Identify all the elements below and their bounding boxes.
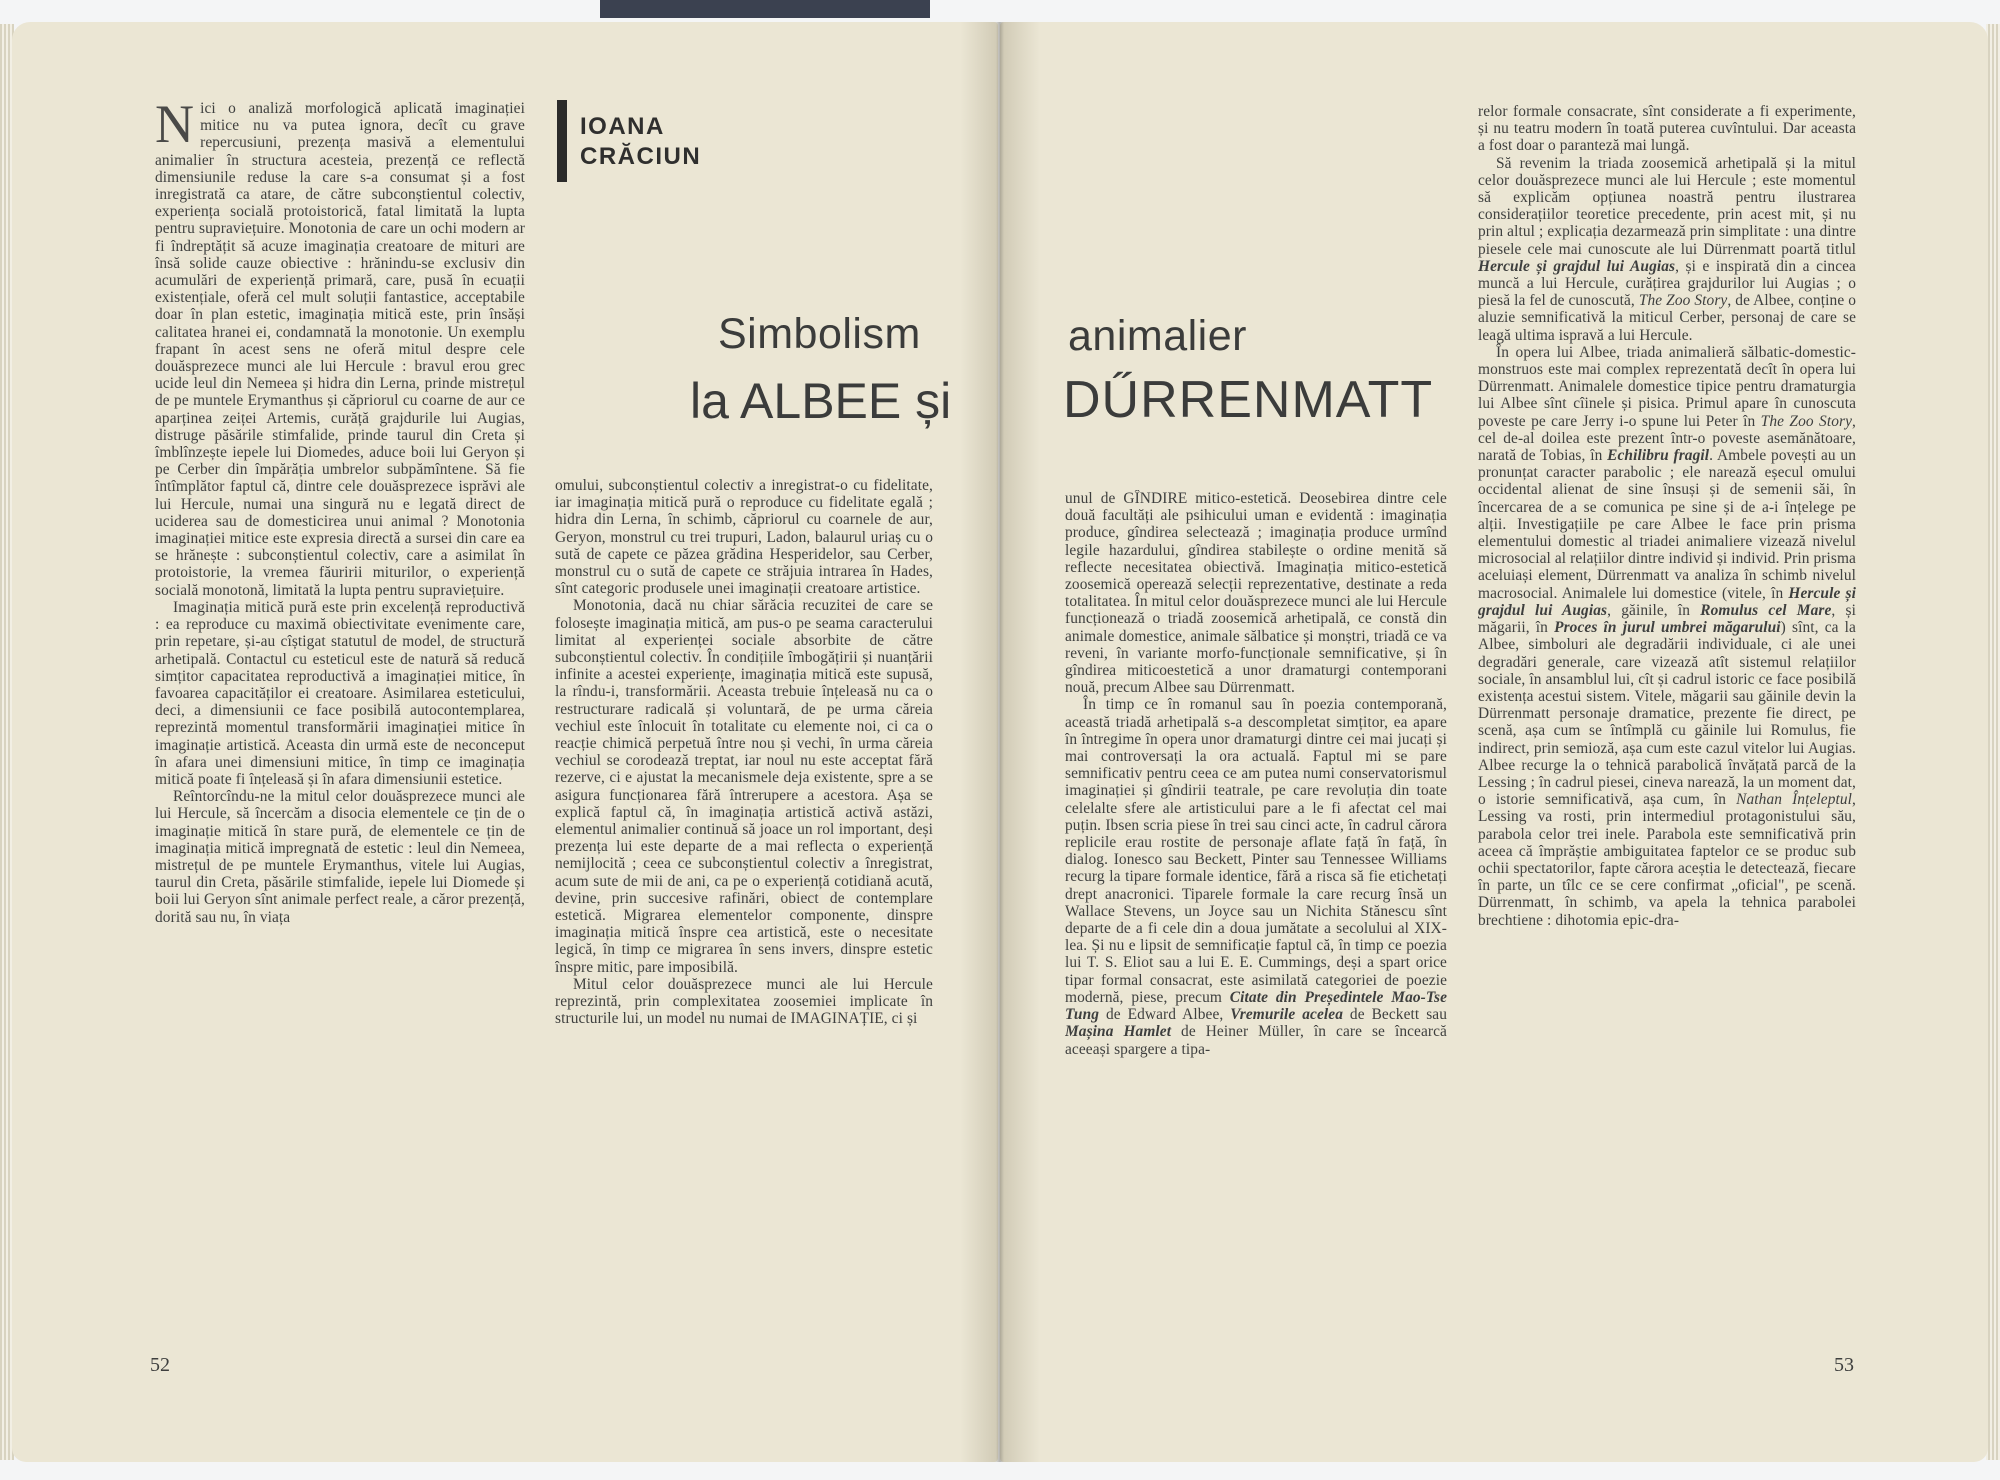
title-right-line2: DŰRRENMATT: [1063, 371, 1434, 429]
author-bar: [557, 100, 567, 182]
paragraph: [1065, 696, 1447, 1057]
paragraph-text: , găinile, în: [1607, 601, 1701, 619]
paragraph-text: , Lessing va rosti, prin intermediul protagonistului său, parabola celor trei inele. Parabola este semnificativă prin aceea că împrăștie ambiguitatea faptelor ce se produc sub ochii spectatorilor, fapte cărora aceștia le detectează, fiecare în parte, un tîlc ce se cere confirmat „oficial", pe scenă. Dürrenmatt, în schimb, va apela la tehnica parabolei brechtiene : dihotomia epic-dra-: [1478, 791, 1856, 929]
italic-title: Proces în jurul umbrei măgarului: [1554, 619, 1781, 637]
paragraph-text: Să revenim la triada zoosemică arhetipală și la mitul celor douăsprezece munci ale lui Hercule ; este momentul să explicăm opțiunea noastră pentru ilustrarea considerațiilor teoretice precedente, prin acest mit, și nu prin altul ; explicația dezarmează prin simplitate : una dintre piesele cele mai cunoscute ale lui Dürrenmatt poartă titlul: [1478, 154, 1856, 258]
paragraph: Reîntorcîndu-ne la mitul celor douăsprezece munci ale lui Hercule, să încercăm a disocia elementele ce țin de o imaginație mitică în stare pură, de elementele ce țin de imaginația mitică impregnată de estetic : leul din Nemeea, mistrețul de pe muntele Erymanthus, vitele lui Augias, taurul din Creta, păsările stimfalide, iepele lui Diomede și boii lui Geryon sînt animale perfect reale, a căror prezență, dorită sau nu, în viața: [155, 788, 525, 926]
paragraph-text: În timp ce în romanul sau în poezia contemporană, această triadă arhetipală s-a descompletat simțitor, ea apare în întregime în opera unor dramaturgi dintre cei mai jucați și mai controversați la ora actuală. Faptul mi se pare semnificativ pentru ceea ce am putea numi conservatorismul imaginației și gîndirii teatrale, pe care revoluția din toate celelalte sfere ale artisticului pare a le fi afectat cel mai puțin. Ibsen scria piese în trei sau cinci acte, în cadrul cărora replicile erau rostite de personaje aflate față în față, în dialog. Ionesco sau Beckett, Pinter sau Tennessee Williams recurg la tipare formale identice, fără a risca să fie etichetați drept anacronici. Tiparele formale la care recurg însă un Wallace Stevens, un Joyce sau un Nichita Stănescu sînt departe de a fi cele din a doua jumătate a secolului al XIX-lea. Și nu e lipsit de semnificație faptul că, în timp ce poezia lui T. S. Eliot sau a lui E. E. Cummings, deși a spart orice tipar formal consacrat, este asimilată categoriei de poezie modernă, piese, precum: [1065, 696, 1447, 1006]
author-last-name: CRĂCIUN: [580, 143, 702, 170]
page-stack-right: [1986, 24, 2000, 1460]
paragraph: [155, 100, 525, 599]
italic-title: Nathan Înțeleptul: [1736, 791, 1853, 809]
text-column-2: [555, 477, 933, 1345]
text-column-4: [1478, 103, 1856, 1345]
paragraph-text: ici o analiză morfologică aplicată imaginației mitice nu va putea ignora, decît cu grave repercusiuni, prezența masivă a elementului animalier în structura acesteia, prezență ce reflectă dimensiunile reduse la care s-a consumat și a fost inregistrată ca atare, de către subconștientul colectiv, experiența socială protoistorică, fatal limitată la lupta pentru supraviețuire. Monotonia de care un ochi modern ar fi îndreptățit să acuze imaginația creatoare de mituri are însă solide cauze obiective : hrănindu-se exclusiv din acumulări de experiență primară, care, pusă în ecuații existențiale, oferă cel mult soluții fantastice, acceptabile doar în plan estetic, imaginația mitică este, prin însăși calitatea hranei ei, condamnată la monotonie. Un exemplu frapant în acest sens ne oferă mitul despre cele douăsprezece munci ale lui Hercule : bravul erou grec ucide leul din Nemeea și hidra din Lerna, prinde mistrețul de pe muntele Erymanthus și căpriorul cu coarne de aur ce aparținea zeiței Artemis, curăță grajdurile lui Augias, distruge păsările stimfalide, prinde taurul din Creta și îmblînzește iepele lui Diomedes, aduce boii lui Geryon și pe Cerber din împărăția umbrelor subpămîntene. Să fie întîmplător faptul că, dintre cele douăsprezece isprăvi ale lui Hercule, numai una singură nu e legată direct de uciderea sau de domesticirea unui animal ? Monotonia imaginației mitice este expresia directă a sursei din care ea se hrănește : subconștientul colectiv, care a asimilat în protoistorie, la vremea făuririi miturilor, o experiență socială monotonă, limitată la lupta pentru supraviețuire.: [155, 100, 525, 599]
title-left-line1: Simbolism: [718, 310, 921, 358]
paragraph-text: În opera lui Albee, triada animalieră sălbatic-domestic-monstruos este mai complex reprezentată decît în opera lui Dürrenmatt. Animalele domestice tipice pentru dramaturgia lui Albee sînt cîinele și pisica. Primul apare în cunoscuta poveste pe care Jerry i-o spune lui Peter în: [1478, 343, 1856, 430]
paragraph: [1478, 155, 1856, 344]
italic-title: Hercule și grajdul lui Augias: [1478, 584, 1856, 619]
author-first-name: IOANA: [580, 113, 665, 140]
book-gutter: [960, 22, 1040, 1462]
paragraph: unul de GÎNDIRE mitico-estetică. Deosebirea dintre cele două facultăți ale psihicului uman e evidentă : imaginația produce, gîndirea selectează ; imaginația produce urmînd legile hazardului, gîndirea stabilește o ordine menită să reflecte necesitatea obiectivă. Imaginația mitico-estetică zoosemică operează selecții reprezentative, destinate a reda totalitatea. În mitul celor douăsprezece munci ale lui Hercule funcționează o triadă zoosemică arhetipală, ce constă din animale domestice, animale sălbatice și monștri, triadă ce va reveni, în variante morfo-funcționale semnificative, și în gîndirea miticoestetică a unor dramaturgi contemporani nouă, precum Albee sau Dürrenmatt.: [1065, 490, 1447, 697]
paragraph-text: , și e inspirată din a cincea muncă a lui Hercule, curățirea grajdurilor lui Augias ; o piesă la fel de cunoscută,: [1478, 257, 1856, 310]
paragraph-text: ) sînt, ca la Albee, simboluri ale degradării individuale, ci ale unei degradări generale, care vizează atît sistemul relațiilor sociale, în ansamblul lui, cît și cadrul istoric ce face posibilă existența acestui sistem. Vitele, măgarii sau găinile devin la Dürrenmatt personaje dramatice, prezente fie direct, pe scenă, așa cum se întîmplă cu găinile lui Romulus, fie indirect, prin semioză, așa cum este cazul vitelor lui Augias. Albee recurge la o tehnică parabolică învățată parcă de la Lessing ; în cadrul piesei, cineva narează, la un moment dat, o istorie semnificativă, așa cum, în: [1478, 619, 1856, 809]
paragraph: omului, subconștientul colectiv a inregistrat-o cu fidelitate, iar imaginația mitică pură o reproduce cu fidelitate egală ; hidra din Lerna, în schimb, căpriorul cu coarnele de aur, Geryon, monstrul cu trei trupuri, Ladon, balaurul uriaș cu o sută de capete ce păzea grădina Hesperidelor, sau Cerber, monstrul cu o sută de capete ce străjuia intrarea în Hades, sînt categoric produsele unei imaginații creatoare artistice.: [555, 477, 933, 598]
paragraph-text: de Edward Albee,: [1099, 1006, 1231, 1024]
paragraph-text: . Ambele povești au un pronunțat caracter parabolic ; ele narează eșecul omului occidental alienat de sine însuși și de semenii săi, în încercarea de a se comunica pe sine și de a-i înțelege pe alții. Investigațiile pe care Albee le face prin prisma elementului domestic al triadei animaliere vizează nivelul microsocial al relațiilor dintre individ și individ. Prin prisma aceluiași element, Dürrenmatt va analiza în schimb nivelul macrosocial. Animalele lui domestice (vitele, în: [1478, 447, 1856, 602]
italic-title: The Zoo Story: [1638, 292, 1728, 310]
italic-title: Mașina Hamlet: [1065, 1023, 1172, 1041]
italic-title: Romulus cel Mare: [1700, 601, 1832, 619]
paragraph-text: , de Albee, conține o aluzie semnificativă la miticul Cerber, personaj de care se leagă ultima ispravă a lui Hercule.: [1478, 292, 1856, 344]
paragraph: Imaginația mitică pură este prin excelență reproductivă : ea reproduce cu maximă obiectivitate evenimente care, prin repetare, și-au cîștigat statutul de model, de structură arhetipală. Contactul cu esteticul este de natură să reducă simțitor capacitatea reproductivă a imaginației mitice, în favoarea capacităților ei creatoare. Asimilarea esteticului, deci, a dimensiunii ce face posibilă autocontemplarea, reprezintă momentul transformării imaginației mitice în imaginație artistică. Aceasta din urmă este de neconceput în afara unei dimensiuni mitice, în timp ce imaginația mitică poate fi înțeleasă și în afara dimensiunii estetice.: [155, 598, 525, 788]
italic-title: Hercule și grajdul lui Augias: [1478, 257, 1676, 275]
page-number-left: 52: [150, 1354, 170, 1376]
paragraph-text: , cel de-al doilea este prezent într-o poveste asemănătoare, narată de Tobias, în: [1478, 412, 1856, 465]
title-right-line1: animalier: [1068, 312, 1247, 360]
italic-title: Echilibru fragil: [1607, 447, 1710, 465]
italic-title: The Zoo Story: [1760, 412, 1853, 430]
author-name: [580, 112, 701, 172]
paragraph-text: , și măgarii, în: [1478, 601, 1856, 637]
italic-title: Vremurile acelea: [1230, 1006, 1343, 1024]
italic-title: Citate din Președintele Mao-Tse Tung: [1065, 988, 1447, 1024]
paragraph: Monotonia, dacă nu chiar sărăcia recuzitei de care se folosește imaginația mitică, am pus-o pe seama caracterului limitat al experienței sociale absorbite de către subconștientul colectiv. În condițiile îmbogățirii și nuanțării infinite a acestei experiențe, imaginația mitică este supusă, la rîndu-i, transformării. Aceasta trebuie înțeleasă nu ca o restructurare radicală și voluntară, de pe urma căreia vechiul este înlocuit în totalitate cu elemente noi, ci ca o reacție chimică perpetuă între nou și vechi, în urma căreia vechiul se corodează treptat, iar noul nu este acceptat fără rezerve, ci e ajustat la mecanismele deja existente, spre a se asigura funcționarea fără întrerupere a acestora. Așa se explică faptul că, în imaginația artistică activă astăzi, elementul animalier continuă să joace un rol important, deși prezența lui este departe de a mai reflecta o experiență nemijlocită ; ceea ce subconștientul colectiv a înregistrat, acum sute de mii de ani, ca pe o experiență cotidiană acută, devine, prin succesive rafinări, obiect de contemplare estetică. Migrarea elementelor componente, dinspre imaginația mitică înspre cea artistică, este o necesitate legică, în timp ce migrarea în sens invers, dinspre estetic înspre mitic, pare imposibilă.: [555, 597, 933, 976]
book-binding: [600, 0, 930, 18]
paragraph: relor formale consacrate, sînt considerate a fi experimente, și nu teatru modern în toată puterea cuvîntului. Dar aceasta a fost doar o paranteză mai lungă.: [1478, 103, 1856, 155]
title-left-line2: la ALBEE și: [690, 373, 952, 429]
drop-cap: N: [155, 100, 195, 154]
paragraph: Mitul celor douăsprezece munci ale lui Hercule reprezintă, prin complexitatea zoosemiei implicate în structurile lui, un model nu numai de IMAGINAȚIE, ci și: [555, 975, 933, 1028]
text-column-1: [155, 100, 525, 1345]
paragraph: [1478, 344, 1856, 929]
page-number-right: 53: [1834, 1354, 1854, 1376]
paragraph-text: de Heiner Müller, în care se încearcă aceeași spargere a tipa-: [1065, 1023, 1447, 1058]
paragraph-text: de Beckett sau: [1343, 1006, 1447, 1024]
text-column-3: [1065, 490, 1447, 1345]
